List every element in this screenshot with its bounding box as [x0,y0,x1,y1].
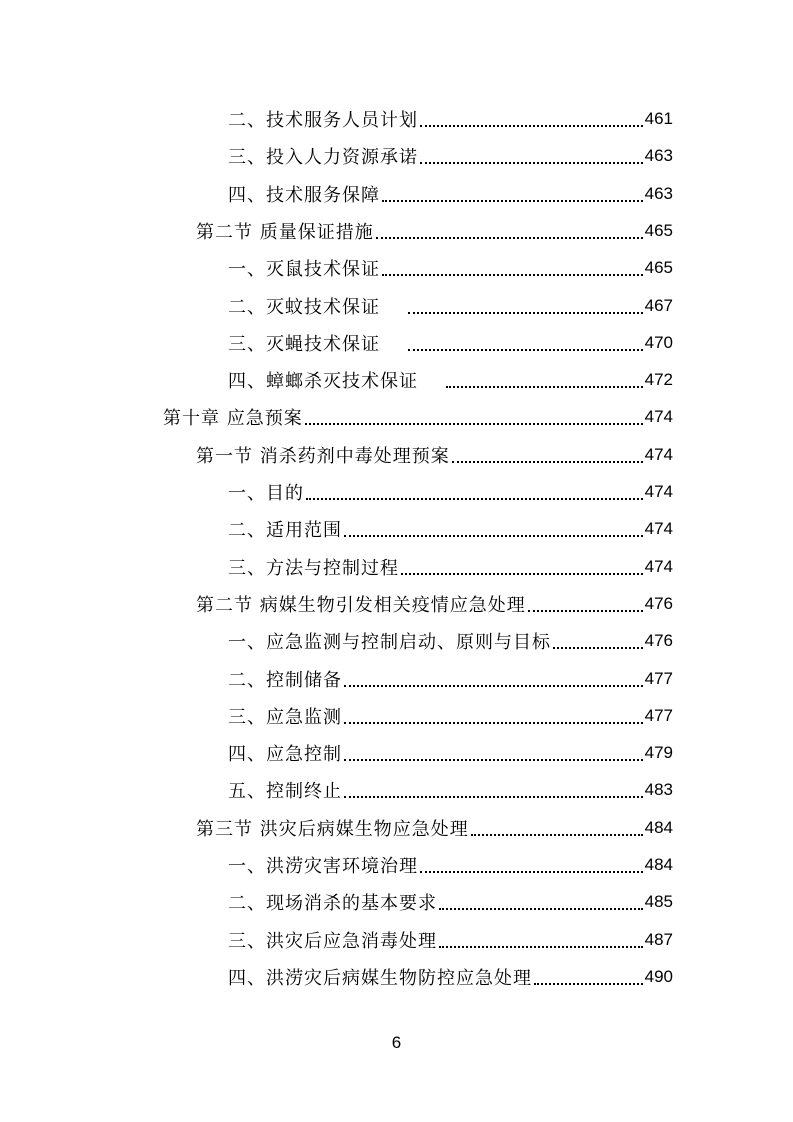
toc-entry-title: 二、技术服务人员计划 [228,110,418,131]
toc-entry-title: 一、应急监测与控制启动、原则与目标 [228,632,551,654]
toc-entry-page-number: 476 [644,593,673,613]
toc-entry-title: 三、方法与控制过程 [228,557,399,579]
toc-entry-title: 四、洪涝灾后病媒生物防控应急处理 [228,967,532,989]
toc-entry-title: 第二节 病媒生物引发相关疫情应急处理 [196,594,526,616]
toc-entry-page-number: 483 [644,780,673,800]
toc-entry-page-number: 474 [644,556,673,576]
toc-entry-page-number: 472 [644,370,673,390]
toc-entry[interactable] [228,138,673,174]
dot-leader [408,325,643,361]
toc-entry[interactable] [228,698,673,734]
toc-entry-title: 二、适用范围 [228,520,342,542]
dot-leader [528,586,643,622]
toc-entry[interactable] [228,474,673,510]
toc-entry-page-number: 474 [644,482,673,501]
toc-entry-title: 二、现场消杀的基本要求 [228,893,437,915]
toc-entry-title: 三、投入人力资源承诺 [228,147,418,169]
toc-entry-title: 第二节 质量保证措施 [196,221,374,243]
toc-entry[interactable] [228,362,673,398]
toc-entry-page-number: 476 [644,631,673,651]
toc-entry-page-number: 474 [644,407,673,427]
toc-entry[interactable] [228,511,673,547]
toc-entry[interactable] [228,959,673,995]
toc-entry-title: 第一节 消杀药剂中毒处理预案 [196,445,450,467]
toc-entry-page-number: 470 [644,332,673,352]
toc-entry-page-number: 465 [644,220,673,240]
toc-entry-title: 二、控制储备 [228,669,342,691]
toc-entry-title: 四、应急控制 [228,744,342,766]
toc-entry-title: 三、洪灾后应急消毒处理 [228,930,437,952]
page-number: 6 [391,1033,402,1052]
dot-leader [439,922,643,958]
toc-entry-title: 第十章 应急预案 [163,408,303,430]
dot-leader [420,101,643,137]
toc-entry[interactable] [196,810,673,846]
dot-leader [344,772,643,808]
dot-leader [305,399,643,435]
toc-entry-title: 三、应急监测 [228,706,342,728]
toc-entry[interactable] [228,288,673,324]
dot-leader [344,698,643,734]
toc-entry-page-number: 465 [644,258,673,278]
dot-leader [420,847,643,883]
toc-entry-page-number: 487 [644,929,673,949]
toc-entry[interactable] [228,772,673,808]
dot-leader [344,735,643,771]
toc-entry[interactable] [228,884,673,920]
toc-entry[interactable] [196,586,673,622]
dot-leader [439,884,643,920]
toc-entry[interactable] [228,250,673,286]
toc-entry-page-number: 484 [644,817,673,837]
toc-entry-page-number: 484 [644,855,673,874]
dot-leader [376,213,643,249]
dot-leader [452,437,643,473]
toc-entry-title: 二、灭蚊技术保证 [228,296,380,318]
toc-entry[interactable] [228,735,673,771]
toc-entry-title: 一、洪涝灾害环境治理 [228,856,418,877]
toc-entry-page-number: 485 [644,892,673,912]
dot-leader [382,176,643,212]
toc-entry[interactable] [163,399,673,435]
dot-leader [344,661,643,697]
toc-entry[interactable] [228,549,673,585]
toc-entry-page-number: 474 [644,519,673,539]
dot-leader [408,288,643,324]
toc-entry-page-number: 461 [644,109,673,128]
dot-leader [306,474,643,510]
toc-entry-page-number: 463 [644,146,673,166]
dot-leader [344,511,643,547]
toc-entry[interactable] [196,437,673,473]
toc-entry-title: 一、目的 [228,483,304,504]
toc-entry-page-number: 477 [644,705,673,725]
dot-leader [553,623,643,659]
dot-leader [382,250,643,286]
toc-entry-title: 四、技术服务保障 [228,184,380,206]
toc-entry-title: 一、灭鼠技术保证 [228,259,380,281]
dot-leader [401,549,643,585]
dot-leader [446,362,643,398]
toc-entry[interactable] [228,661,673,697]
toc-entry-page-number: 477 [644,668,673,688]
toc-entry[interactable] [228,847,673,883]
dot-leader [420,138,643,174]
toc-entry[interactable] [228,623,673,659]
toc-entry-page-number: 463 [644,183,673,203]
toc-entry-title: 第三节 洪灾后病媒生物应急处理 [196,818,469,840]
toc-entry-title: 四、蟑螂杀灭技术保证 [228,371,418,393]
toc-entry[interactable] [196,213,673,249]
toc-entry-page-number: 474 [644,444,673,464]
toc-entry-title: 五、控制终止 [228,781,342,803]
toc-entry[interactable] [228,101,673,137]
toc-entry-title: 三、灭蝇技术保证 [228,333,380,355]
toc-entry[interactable] [228,325,673,361]
dot-leader [471,810,643,846]
toc-entry[interactable] [228,176,673,212]
toc-entry-page-number: 467 [644,295,673,315]
toc-entry-page-number: 490 [644,966,673,986]
toc-entry[interactable] [228,922,673,958]
toc-entry-page-number: 479 [644,743,673,763]
dot-leader [534,959,643,995]
